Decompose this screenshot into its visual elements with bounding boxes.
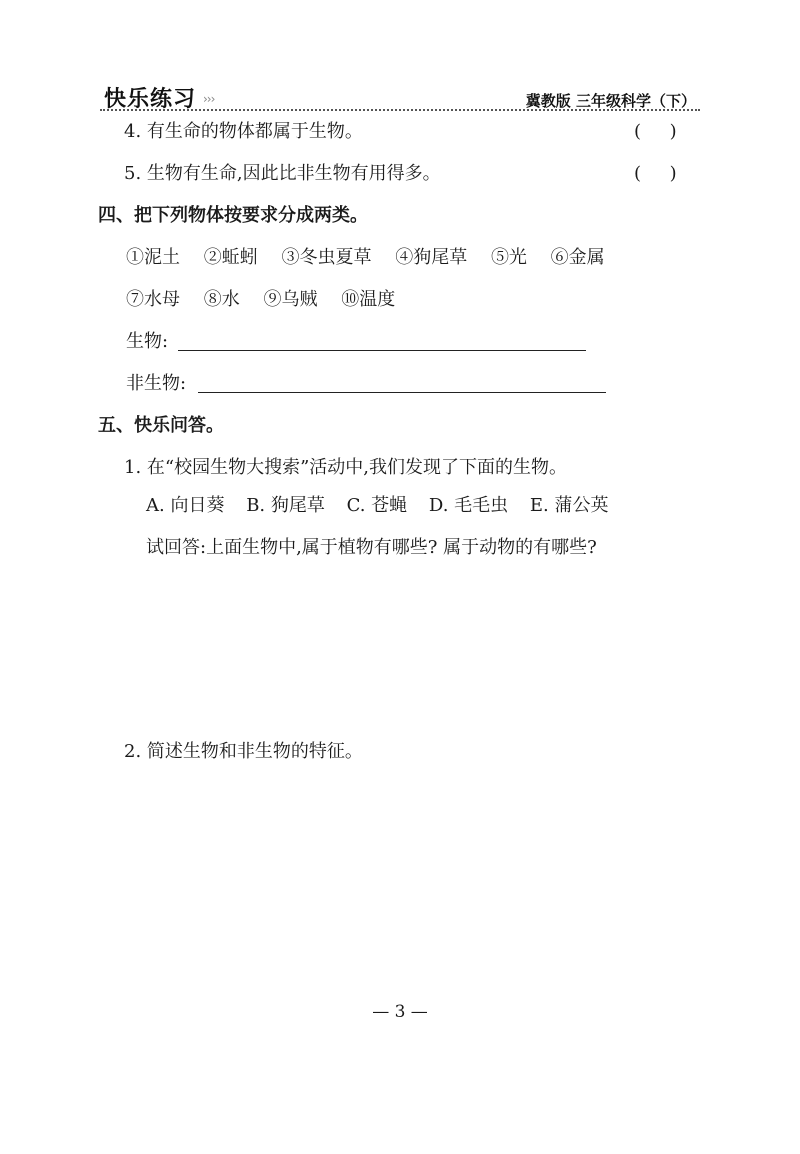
answer-paren-5[interactable]: ( ) — [634, 163, 677, 184]
list-item: ①泥土 — [126, 247, 180, 268]
object-list-row-1 — [126, 246, 605, 270]
judgement-item-5: 5. 生物有生命,因此比非生物有用得多。 — [124, 163, 441, 184]
question-1-options — [146, 494, 608, 518]
option-b: B. 狗尾草 — [246, 495, 325, 516]
nonliving-answer-line[interactable] — [198, 392, 606, 393]
header-divider — [100, 109, 700, 111]
section-4-title: 四、把下列物体按要求分成两类。 — [98, 205, 368, 226]
living-label: 生物: — [126, 331, 169, 352]
list-item: ⑩温度 — [341, 289, 396, 310]
list-item: ⑦水母 — [126, 289, 180, 310]
option-d: D. 毛毛虫 — [428, 495, 509, 516]
question-1: 1. 在“校园生物大搜索”活动中,我们发现了下面的生物。 — [124, 457, 568, 478]
list-item: ⑨乌贼 — [263, 289, 318, 310]
section-5-title: 五、快乐问答。 — [98, 415, 224, 436]
list-item: ④狗尾草 — [395, 247, 468, 268]
list-item: ⑥金属 — [550, 247, 605, 268]
living-answer-line[interactable] — [178, 350, 586, 351]
list-item: ③冬虫夏草 — [281, 247, 372, 268]
list-item: ②蚯蚓 — [203, 247, 258, 268]
object-list-row-2 — [126, 288, 395, 312]
judgement-item-4: 4. 有生命的物体都属于生物。 — [124, 121, 363, 142]
option-a: A. 向日葵 — [146, 495, 225, 516]
list-item: ⑧水 — [203, 289, 240, 310]
question-2: 2. 简述生物和非生物的特征。 — [124, 741, 363, 762]
list-item: ⑤光 — [490, 247, 527, 268]
answer-paren-4[interactable]: ( ) — [634, 121, 677, 142]
option-e: E. 蒲公英 — [529, 495, 609, 516]
option-c: C. 苍蝇 — [346, 495, 408, 516]
header-chevron-icon: ››› — [203, 92, 215, 106]
header-book-info: 冀教版 三年级科学（下） — [525, 92, 696, 110]
page-number: — 3 — — [372, 1002, 428, 1022]
header-title: 快乐练习 — [104, 87, 197, 112]
nonliving-label: 非生物: — [126, 373, 187, 394]
question-1-prompt: 试回答:上面生物中,属于植物有哪些? 属于动物的有哪些? — [146, 537, 597, 558]
